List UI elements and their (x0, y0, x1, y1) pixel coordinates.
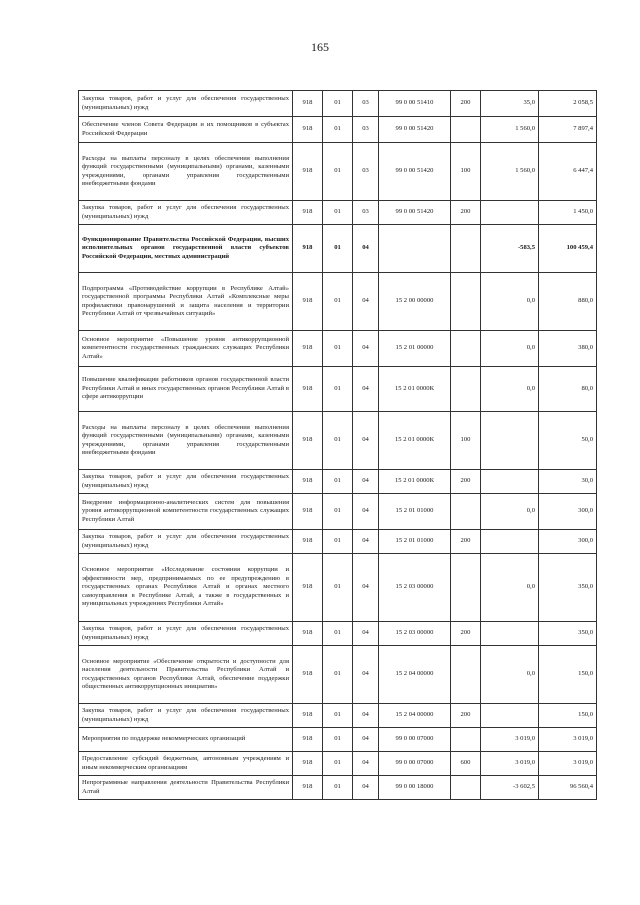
subsection-code-cell: 04 (353, 367, 379, 412)
subsection-code-cell: 04 (353, 554, 379, 622)
row-name-cell: Закупка товаров, работ и услуг для обеспечения государственных (муниципальных) нужд (79, 201, 293, 225)
ministry-code-cell: 918 (293, 143, 323, 201)
section-code-cell: 01 (323, 412, 353, 470)
total-amount-cell: 3 019,0 (539, 752, 597, 776)
expense-type-cell: 200 (451, 470, 481, 494)
row-name-cell: Закупка товаров, работ и услуг для обеспечения государственных (муниципальных) нужд (79, 704, 293, 728)
section-code-cell: 01 (323, 470, 353, 494)
target-article-cell: 99 0 00 51410 (379, 91, 451, 117)
table-row (79, 331, 597, 367)
ministry-code-cell: 918 (293, 530, 323, 554)
table-row (79, 704, 597, 728)
ministry-code-cell: 918 (293, 273, 323, 331)
section-code-cell: 01 (323, 143, 353, 201)
target-article-cell: 99 0 00 51420 (379, 143, 451, 201)
change-amount-cell (481, 704, 539, 728)
section-code-cell: 01 (323, 91, 353, 117)
ministry-code-cell: 918 (293, 728, 323, 752)
target-article-cell: 99 0 00 51420 (379, 201, 451, 225)
subsection-code-cell: 04 (353, 494, 379, 530)
row-name-cell: Закупка товаров, работ и услуг для обеспечения государственных (муниципальных) нужд (79, 91, 293, 117)
expense-type-cell (451, 331, 481, 367)
target-article-cell: 15 2 01 01000 (379, 530, 451, 554)
expense-type-cell (451, 494, 481, 530)
total-amount-cell: 1 450,0 (539, 201, 597, 225)
subsection-code-cell: 03 (353, 117, 379, 143)
change-amount-cell: 35,0 (481, 91, 539, 117)
ministry-code-cell: 918 (293, 554, 323, 622)
change-amount-cell: 0,0 (481, 646, 539, 704)
table-row (79, 412, 597, 470)
section-code-cell: 01 (323, 273, 353, 331)
change-amount-cell (481, 412, 539, 470)
change-amount-cell: 1 560,0 (481, 143, 539, 201)
target-article-cell: 15 2 04 00000 (379, 646, 451, 704)
section-code-cell: 01 (323, 704, 353, 728)
subsection-code-cell: 04 (353, 752, 379, 776)
change-amount-cell (481, 470, 539, 494)
change-amount-cell: -583,5 (481, 225, 539, 273)
change-amount-cell: 3 019,0 (481, 752, 539, 776)
row-name-cell: Основное мероприятие «Повышение уровня антикоррупционной компетентности государственных гражданских служащих Республики Алтай» (79, 331, 293, 367)
expense-type-cell (451, 367, 481, 412)
subsection-code-cell: 04 (353, 530, 379, 554)
total-amount-cell: 7 897,4 (539, 117, 597, 143)
row-name-cell: Подпрограмма «Противодействие коррупции в Республике Алтай» государственной программы Республики Алтай «Комплексные меры профилактики правонарушений и защита населения и территории Республики Алтай от чрезвычайных ситуаций» (79, 273, 293, 331)
change-amount-cell: 0,0 (481, 494, 539, 530)
table-body (79, 91, 597, 800)
table-row (79, 367, 597, 412)
expense-type-cell: 100 (451, 143, 481, 201)
total-amount-cell: 50,0 (539, 412, 597, 470)
expense-type-cell (451, 646, 481, 704)
section-code-cell: 01 (323, 331, 353, 367)
ministry-code-cell: 918 (293, 117, 323, 143)
table-row (79, 622, 597, 646)
target-article-cell: 15 2 01 00000 (379, 331, 451, 367)
target-article-cell: 99 0 00 51420 (379, 117, 451, 143)
change-amount-cell: 0,0 (481, 554, 539, 622)
change-amount-cell: -3 602,5 (481, 776, 539, 800)
target-article-cell (379, 225, 451, 273)
section-code-cell: 01 (323, 752, 353, 776)
target-article-cell: 15 2 01 0000К (379, 412, 451, 470)
expense-type-cell (451, 273, 481, 331)
total-amount-cell: 350,0 (539, 622, 597, 646)
target-article-cell: 15 2 01 01000 (379, 494, 451, 530)
row-name-cell: Обеспечение членов Совета Федерации и их помощников в субъектах Российской Федерации (79, 117, 293, 143)
row-name-cell: Повышение квалификации работников органов государственной власти Республики Алтай и иных государственных органов Республики Алтай в сфере антикоррупции (79, 367, 293, 412)
section-code-cell: 01 (323, 367, 353, 412)
ministry-code-cell: 918 (293, 225, 323, 273)
ministry-code-cell: 918 (293, 367, 323, 412)
expense-type-cell (451, 554, 481, 622)
row-name-cell: Расходы на выплаты персоналу в целях обеспечения выполнения функций государственными (муниципальными) органами, казенными учреждениями, органами управления государственными внебюджетными фондами (79, 412, 293, 470)
subsection-code-cell: 04 (353, 646, 379, 704)
ministry-code-cell: 918 (293, 470, 323, 494)
target-article-cell: 15 2 01 0000К (379, 367, 451, 412)
total-amount-cell: 100 459,4 (539, 225, 597, 273)
subsection-code-cell: 04 (353, 622, 379, 646)
table-row (79, 530, 597, 554)
subsection-code-cell: 04 (353, 412, 379, 470)
ministry-code-cell: 918 (293, 646, 323, 704)
table-row (79, 646, 597, 704)
total-amount-cell: 300,0 (539, 494, 597, 530)
expense-type-cell: 200 (451, 201, 481, 225)
ministry-code-cell: 918 (293, 494, 323, 530)
ministry-code-cell: 918 (293, 331, 323, 367)
subsection-code-cell: 04 (353, 776, 379, 800)
change-amount-cell: 0,0 (481, 367, 539, 412)
target-article-cell: 15 2 01 0000К (379, 470, 451, 494)
table-row (79, 554, 597, 622)
expense-type-cell: 100 (451, 412, 481, 470)
section-code-cell: 01 (323, 554, 353, 622)
ministry-code-cell: 918 (293, 412, 323, 470)
target-article-cell: 15 2 03 00000 (379, 554, 451, 622)
target-article-cell: 15 2 03 00000 (379, 622, 451, 646)
subsection-code-cell: 04 (353, 273, 379, 331)
subsection-code-cell: 04 (353, 470, 379, 494)
total-amount-cell: 3 019,0 (539, 728, 597, 752)
change-amount-cell: 0,0 (481, 331, 539, 367)
row-name-cell: Предоставление субсидий бюджетным, автономным учреждениям и иным некоммерческим организациям (79, 752, 293, 776)
row-name-cell: Основное мероприятие «Обеспечение открытости и доступности для населения деятельности Правительства Республики Алтай и государственных органов Республики Алтай, обеспечение поддержки общественных антикоррупционных инициатив» (79, 646, 293, 704)
row-name-cell: Мероприятия по поддержке некоммерческих организаций (79, 728, 293, 752)
budget-table (78, 90, 597, 800)
section-code-cell: 01 (323, 530, 353, 554)
table-row (79, 494, 597, 530)
table-row (79, 91, 597, 117)
table-row (79, 117, 597, 143)
total-amount-cell: 300,0 (539, 530, 597, 554)
row-name-cell: Закупка товаров, работ и услуг для обеспечения государственных (муниципальных) нужд (79, 470, 293, 494)
expense-type-cell: 200 (451, 704, 481, 728)
target-article-cell: 99 0 00 18000 (379, 776, 451, 800)
row-name-cell: Основное мероприятие «Исследование состояния коррупции и эффективности мер, предпринимаемых по ее предупреждению в государственных органах Республики Алтай и органах местного самоуправления в Республике Алтай, а также в государственных и муниципальных учреждениях Республики Алтай» (79, 554, 293, 622)
table-row (79, 776, 597, 800)
target-article-cell: 99 0 00 07000 (379, 752, 451, 776)
section-code-cell: 01 (323, 646, 353, 704)
expense-type-cell (451, 776, 481, 800)
subsection-code-cell: 03 (353, 201, 379, 225)
expense-type-cell: 200 (451, 91, 481, 117)
total-amount-cell: 80,0 (539, 367, 597, 412)
section-code-cell: 01 (323, 728, 353, 752)
row-name-cell: Расходы на выплаты персоналу в целях обеспечения выполнения функций государственными (муниципальными) органами, казенными учреждениями, органами управления государственными внебюджетными фондами (79, 143, 293, 201)
target-article-cell: 15 2 00 00000 (379, 273, 451, 331)
ministry-code-cell: 918 (293, 776, 323, 800)
page-number: 165 (311, 40, 329, 54)
subsection-code-cell: 04 (353, 728, 379, 752)
change-amount-cell (481, 530, 539, 554)
total-amount-cell: 350,0 (539, 554, 597, 622)
expense-type-cell (451, 117, 481, 143)
ministry-code-cell: 918 (293, 91, 323, 117)
ministry-code-cell: 918 (293, 752, 323, 776)
subsection-code-cell: 04 (353, 225, 379, 273)
section-code-cell: 01 (323, 225, 353, 273)
total-amount-cell: 380,0 (539, 331, 597, 367)
change-amount-cell: 0,0 (481, 273, 539, 331)
expense-type-cell: 200 (451, 530, 481, 554)
total-amount-cell: 880,0 (539, 273, 597, 331)
row-name-cell: Внедрение информационно-аналитических систем для повышения уровня антикоррупционной компетентности государственных служащих Республики Алтай (79, 494, 293, 530)
subsection-code-cell: 04 (353, 704, 379, 728)
expense-type-cell: 200 (451, 622, 481, 646)
change-amount-cell: 1 560,0 (481, 117, 539, 143)
target-article-cell: 99 0 00 07000 (379, 728, 451, 752)
section-code-cell: 01 (323, 201, 353, 225)
subsection-code-cell: 03 (353, 143, 379, 201)
section-code-cell: 01 (323, 494, 353, 530)
section-code-cell: 01 (323, 622, 353, 646)
row-name-cell: Непрограммные направления деятельности Правительства Республики Алтай (79, 776, 293, 800)
change-amount-cell (481, 201, 539, 225)
subsection-code-cell: 03 (353, 91, 379, 117)
ministry-code-cell: 918 (293, 622, 323, 646)
section-code-cell: 01 (323, 117, 353, 143)
section-code-cell: 01 (323, 776, 353, 800)
total-amount-cell: 150,0 (539, 704, 597, 728)
table-row (79, 752, 597, 776)
expense-type-cell (451, 225, 481, 273)
total-amount-cell: 6 447,4 (539, 143, 597, 201)
subsection-code-cell: 04 (353, 331, 379, 367)
change-amount-cell (481, 622, 539, 646)
expense-type-cell: 600 (451, 752, 481, 776)
table-row (79, 201, 597, 225)
table-row (79, 470, 597, 494)
total-amount-cell: 150,0 (539, 646, 597, 704)
table-row (79, 143, 597, 201)
ministry-code-cell: 918 (293, 704, 323, 728)
total-amount-cell: 30,0 (539, 470, 597, 494)
row-name-cell: Функционирование Правительства Российской Федерации, высших исполнительных органов государственной власти субъектов Российской Федерации, местных администраций (79, 225, 293, 273)
total-amount-cell: 2 058,5 (539, 91, 597, 117)
target-article-cell: 15 2 04 00000 (379, 704, 451, 728)
total-amount-cell: 96 560,4 (539, 776, 597, 800)
table-row (79, 273, 597, 331)
expense-type-cell (451, 728, 481, 752)
table-row (79, 225, 597, 273)
table-row (79, 728, 597, 752)
row-name-cell: Закупка товаров, работ и услуг для обеспечения государственных (муниципальных) нужд (79, 622, 293, 646)
change-amount-cell: 3 019,0 (481, 728, 539, 752)
row-name-cell: Закупка товаров, работ и услуг для обеспечения государственных (муниципальных) нужд (79, 530, 293, 554)
ministry-code-cell: 918 (293, 201, 323, 225)
